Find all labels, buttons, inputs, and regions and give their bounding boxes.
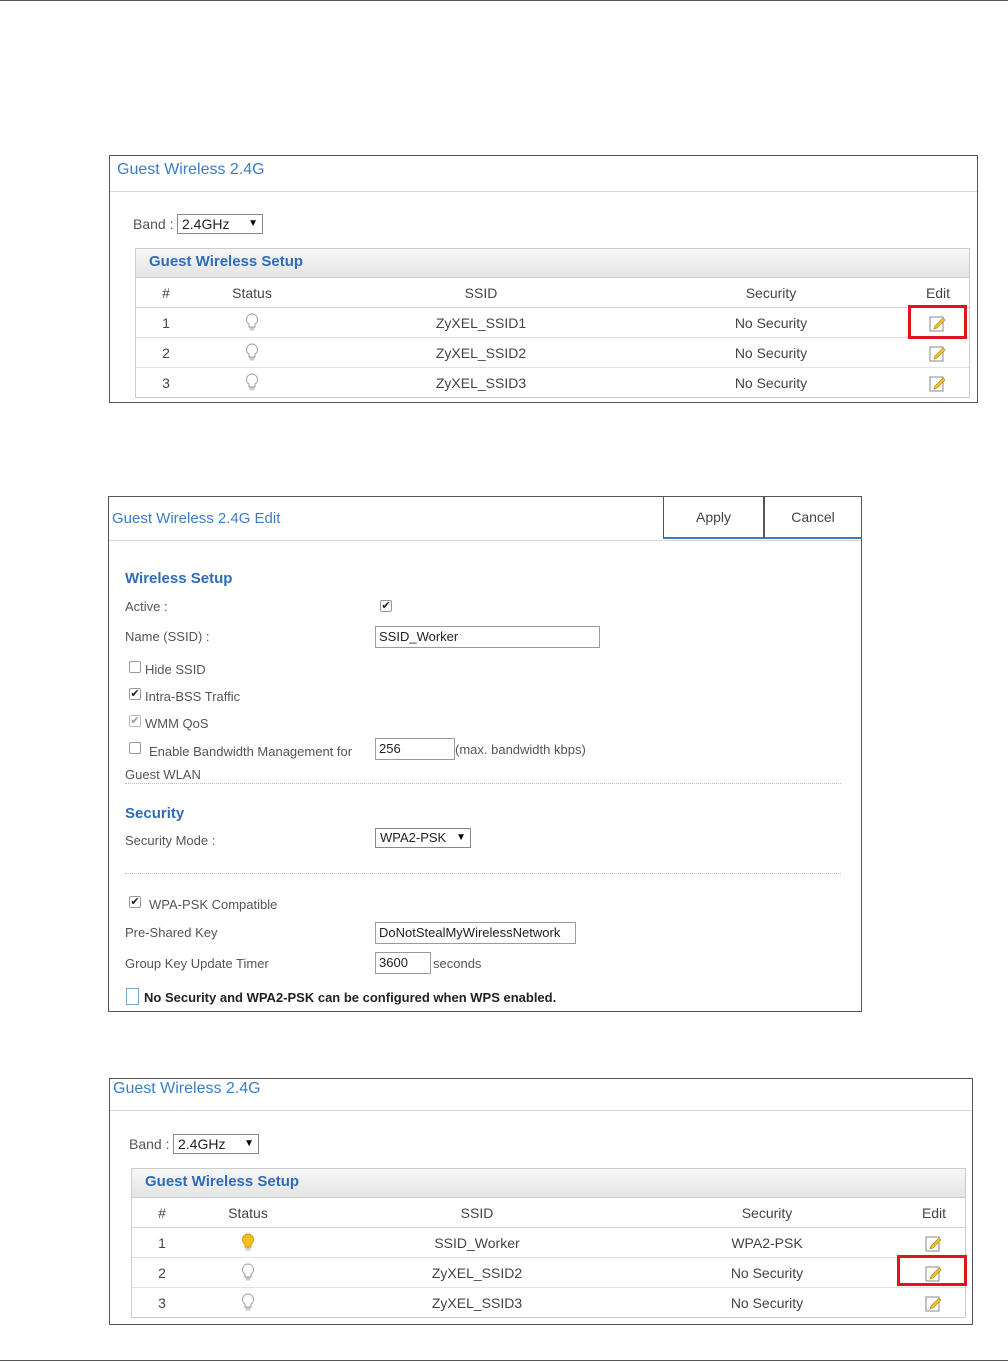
table-row xyxy=(136,368,969,398)
edit-panel-title: Guest Wireless 2.4G Edit xyxy=(112,510,281,527)
row-num: 2 xyxy=(158,1265,166,1281)
row-num: 2 xyxy=(162,345,170,361)
band-select[interactable] xyxy=(177,214,263,234)
col-header-security: Security xyxy=(745,285,797,301)
page-bottom-rule xyxy=(0,1360,1008,1361)
setup-table-title: Guest Wireless Setup xyxy=(132,1169,965,1198)
title-divider xyxy=(110,191,977,192)
page-top-rule xyxy=(0,0,1008,1)
guest-wireless-setup-table xyxy=(135,248,970,398)
status-bulb-icon xyxy=(245,313,259,333)
security-mode-select[interactable] xyxy=(375,828,471,848)
ssid-name-input[interactable]: SSID_Worker xyxy=(375,626,600,648)
col-header-status: Status xyxy=(228,1205,268,1221)
row-num: 3 xyxy=(162,375,170,391)
col-header-ssid: SSID xyxy=(460,1205,494,1221)
row-ssid: ZyXEL_SSID2 xyxy=(431,1265,523,1281)
band-select[interactable] xyxy=(173,1134,259,1154)
col-header-edit: Edit xyxy=(925,285,951,301)
group-key-timer-input[interactable]: 3600 xyxy=(375,952,431,974)
setup-table-title: Guest Wireless Setup xyxy=(136,249,969,278)
row-ssid: SSID_Worker xyxy=(434,1235,520,1251)
col-header-num: # xyxy=(158,1205,166,1221)
status-bulb-icon xyxy=(241,1263,255,1283)
table-row xyxy=(132,1288,965,1318)
wireless-setup-heading: Wireless Setup xyxy=(125,570,233,587)
bandwidth-input[interactable]: 256 xyxy=(375,738,455,760)
bandwidth-mgmt-label: Enable Bandwidth Management for xyxy=(149,744,353,759)
row-security: No Security xyxy=(730,1265,804,1281)
section-divider xyxy=(125,783,841,784)
panel-title: Guest Wireless 2.4G xyxy=(113,1080,261,1097)
edit-icon[interactable] xyxy=(929,374,947,392)
highlight-box-edit-row-1 xyxy=(908,305,967,339)
hide-ssid-checkbox[interactable] xyxy=(129,661,141,673)
security-mode-label: Security Mode : xyxy=(125,833,216,848)
security-mode-value: WPA2-PSK xyxy=(380,830,447,845)
col-header-num: # xyxy=(162,285,170,301)
note-icon xyxy=(126,988,139,1005)
status-bulb-icon xyxy=(245,343,259,363)
wpa-psk-compatible-checkbox[interactable]: ✔ xyxy=(130,896,140,908)
panel-title: Guest Wireless 2.4G xyxy=(117,161,265,178)
edit-icon[interactable] xyxy=(925,1294,943,1312)
wps-note: No Security and WPA2-PSK can be configured when WPS enabled. xyxy=(144,990,557,1005)
guest-wireless-panel-after xyxy=(109,1078,973,1325)
section-divider xyxy=(125,873,841,874)
col-header-edit: Edit xyxy=(921,1205,947,1221)
edit-icon[interactable] xyxy=(929,344,947,362)
table-header-row xyxy=(136,278,969,308)
guest-wireless-edit-panel xyxy=(108,496,862,1012)
wmm-qos-label: WMM QoS xyxy=(145,716,209,731)
active-checkbox[interactable]: ✔ xyxy=(381,600,391,612)
col-header-security: Security xyxy=(741,1205,793,1221)
row-num: 1 xyxy=(162,315,170,331)
table-header-row xyxy=(132,1198,965,1228)
status-bulb-icon xyxy=(245,373,259,393)
col-header-status: Status xyxy=(232,285,272,301)
col-header-ssid: SSID xyxy=(464,285,498,301)
table-row xyxy=(132,1258,965,1288)
group-key-timer-label: Group Key Update Timer xyxy=(125,956,269,971)
apply-button[interactable]: Apply xyxy=(663,496,764,539)
band-label: Band : xyxy=(133,216,174,232)
wmm-qos-checkbox: ✔ xyxy=(130,715,140,727)
band-label: Band : xyxy=(129,1136,170,1152)
row-ssid: ZyXEL_SSID3 xyxy=(435,375,527,391)
dropdown-arrow-icon: ▼ xyxy=(244,1138,254,1149)
pre-shared-key-input[interactable]: DoNotStealMyWirelessNetwork xyxy=(375,922,576,944)
band-select-value: 2.4GHz xyxy=(178,1136,226,1152)
edit-icon[interactable] xyxy=(925,1234,943,1252)
dropdown-arrow-icon: ▼ xyxy=(248,218,258,229)
group-key-timer-unit: seconds xyxy=(433,956,482,971)
row-security: No Security xyxy=(730,1295,804,1311)
cancel-button[interactable]: Cancel xyxy=(764,496,862,539)
row-num: 1 xyxy=(158,1235,166,1251)
intra-bss-label: Intra-BSS Traffic xyxy=(145,689,241,704)
guest-wireless-panel-before xyxy=(109,155,978,403)
wpa-psk-compatible-label: WPA-PSK Compatible xyxy=(149,897,278,912)
hide-ssid-label: Hide SSID xyxy=(145,662,206,677)
title-divider xyxy=(109,540,861,541)
bandwidth-mgmt-checkbox[interactable] xyxy=(129,742,141,754)
status-bulb-icon xyxy=(241,1293,255,1313)
row-ssid: ZyXEL_SSID2 xyxy=(435,345,527,361)
band-select-value: 2.4GHz xyxy=(182,216,230,232)
table-row xyxy=(136,308,969,338)
intra-bss-checkbox[interactable]: ✔ xyxy=(130,688,140,700)
table-row xyxy=(136,338,969,368)
dropdown-arrow-icon: ▼ xyxy=(456,832,466,843)
pre-shared-key-label: Pre-Shared Key xyxy=(125,925,218,940)
active-label: Active : xyxy=(125,599,168,614)
bandwidth-mgmt-label-cont: Guest WLAN xyxy=(125,767,201,782)
name-ssid-label: Name (SSID) : xyxy=(125,629,210,644)
title-divider xyxy=(110,1110,972,1111)
row-ssid: ZyXEL_SSID3 xyxy=(431,1295,523,1311)
security-heading: Security xyxy=(125,805,185,822)
table-row xyxy=(132,1228,965,1258)
status-bulb-icon xyxy=(241,1233,255,1253)
row-security: WPA2-PSK xyxy=(731,1235,803,1251)
row-security: No Security xyxy=(734,345,808,361)
guest-wireless-setup-table xyxy=(131,1168,966,1318)
row-ssid: ZyXEL_SSID1 xyxy=(435,315,527,331)
row-security: No Security xyxy=(734,375,808,391)
row-security: No Security xyxy=(734,315,808,331)
bandwidth-hint: (max. bandwidth kbps) xyxy=(455,742,586,757)
row-num: 3 xyxy=(158,1295,166,1311)
highlight-box-edit-row-2 xyxy=(897,1255,967,1286)
